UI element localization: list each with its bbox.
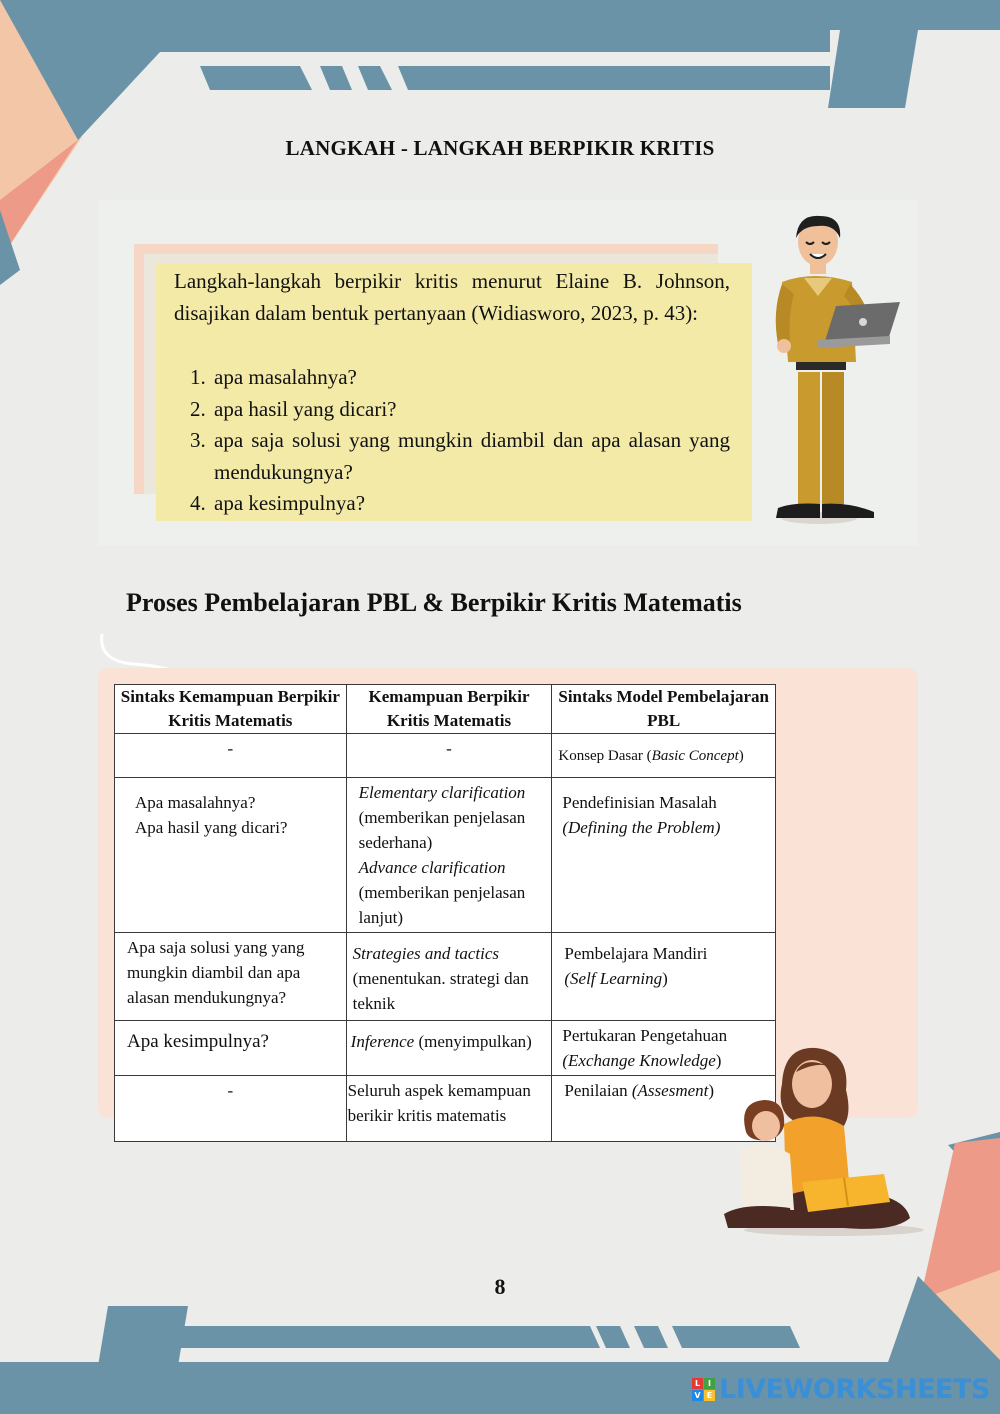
logo-letter: E: [704, 1390, 715, 1401]
step-text: apa hasil yang dicari?: [214, 396, 397, 421]
logo-letter: V: [692, 1390, 703, 1401]
top-stripe-3: [358, 66, 392, 90]
liveworksheets-wordmark: LIVEWORKSHEETS: [719, 1373, 990, 1405]
table-cell: Seluruh aspek kemampuan berikir kritis matematis: [346, 1076, 552, 1142]
step-item: [190, 425, 730, 488]
step-number: 2.: [190, 396, 206, 421]
table-row: [115, 933, 776, 1021]
table-row: [115, 778, 776, 933]
table-cell: Apa kesimpulnya?: [115, 1021, 347, 1076]
cell-text: Apa hasil yang dicari?: [135, 818, 288, 837]
bottom-stripe-3: [634, 1326, 668, 1348]
cell-text: Apa masalahnya?: [135, 793, 256, 812]
cell-text-italic: (Defining the Problem): [562, 818, 721, 837]
step-item: [190, 362, 730, 394]
column-header: Sintaks Kemampuan Berpikir Kritis Matematis: [115, 685, 347, 734]
top-stripe-1: [200, 66, 312, 90]
liveworksheets-branding[interactable]: [692, 1372, 990, 1406]
step-text: apa kesimpulnya?: [214, 491, 366, 515]
table-cell: Apa saja solusi yang yang mungkin diambil dan apa alasan mendukungnya?: [115, 933, 347, 1021]
cell-text-italic: (Assesment: [631, 1081, 709, 1100]
critical-thinking-steps: [190, 362, 730, 520]
cell-text: (memberikan penjelasan lanjut): [358, 883, 526, 927]
step-item: [190, 488, 730, 520]
page-number: 8: [494, 1274, 506, 1299]
cell-text: ): [715, 1051, 722, 1070]
table-cell: [552, 734, 776, 778]
table-cell: [552, 778, 776, 933]
cell-text: Penilaian: [564, 1081, 632, 1100]
bottom-stripe-2: [596, 1326, 630, 1348]
cell-text-italic: (Self Learning: [564, 969, 663, 988]
cell-text: Pembelajara Mandiri: [564, 944, 708, 963]
logo-letter: L: [692, 1378, 703, 1389]
bottom-stripe-4: [672, 1326, 800, 1348]
table-row: [115, 1021, 776, 1076]
column-header: Sintaks Model Pembelajaran PBL: [552, 685, 776, 734]
cell-text: Konsep Dasar (: [558, 748, 652, 764]
table-cell: [346, 1021, 552, 1076]
cell-text-italic: Elementary clarification: [358, 783, 526, 802]
table-cell: [552, 933, 776, 1021]
section-heading: Proses Pembelajaran PBL & Berpikir Kritis Matematis: [126, 588, 742, 617]
cell-text: ): [662, 969, 668, 988]
table-row: [115, 734, 776, 778]
table-row: [115, 1076, 776, 1142]
cell-text: ): [708, 1081, 715, 1100]
pbl-critical-thinking-table: [114, 684, 776, 1142]
step-number: 1.: [190, 365, 206, 389]
step-text: apa masalahnya?: [214, 365, 357, 389]
table-cell: -: [115, 1076, 347, 1142]
cell-text: (menentukan. strategi dan teknik: [352, 969, 529, 1013]
cell-text-italic: Advance clarification: [358, 858, 506, 877]
step-item: [190, 394, 730, 426]
intro-paragraph: Langkah-langkah berpikir kritis menurut Elaine B. Johnson, disajikan dalam bentuk pertanyaan (Widiasworo, 2023, p. 43):: [174, 269, 730, 325]
cell-text: Pendefinisian Masalah: [562, 793, 717, 812]
mother-child-reading-illustration: [724, 1042, 924, 1238]
cell-text: Pertukaran Pengetahuan: [562, 1026, 728, 1045]
cell-text: (memberikan penjelasan sederhana): [358, 808, 526, 852]
top-stripe-2: [320, 66, 352, 90]
cell-text-italic: Basic Concept: [651, 748, 739, 764]
step-number: 3.: [190, 428, 206, 452]
top-right-parallelogram: [828, 30, 918, 108]
table-cell: -: [346, 734, 552, 778]
step-text: apa saja solusi yang mungkin diambil dan apa alasan yang mendukungnya?: [214, 428, 730, 484]
table-cell: [346, 933, 552, 1021]
table-cell: [346, 778, 552, 933]
step-number: 4.: [190, 491, 206, 515]
table-cell: -: [115, 734, 347, 778]
cell-text-italic: Inference: [350, 1032, 415, 1051]
teacher-with-laptop-illustration: [764, 212, 914, 530]
page-title: LANGKAH - LANGKAH BERPIKIR KRITIS: [285, 136, 715, 160]
cell-text: (menyimpulkan): [414, 1032, 532, 1051]
table-header-row: [115, 685, 776, 734]
logo-letter: I: [704, 1378, 715, 1389]
bottom-stripe-1: [160, 1326, 600, 1348]
column-header: Kemampuan Berpikir Kritis Matematis: [346, 685, 552, 734]
liveworksheets-logo-icon: [692, 1378, 715, 1401]
cell-text: ): [738, 748, 744, 764]
cell-text-italic: (Exchange Knowledge: [562, 1051, 716, 1070]
table-cell: [115, 778, 347, 933]
top-stripe-4: [398, 66, 830, 90]
cell-text-italic: Strategies and tactics: [352, 944, 500, 963]
